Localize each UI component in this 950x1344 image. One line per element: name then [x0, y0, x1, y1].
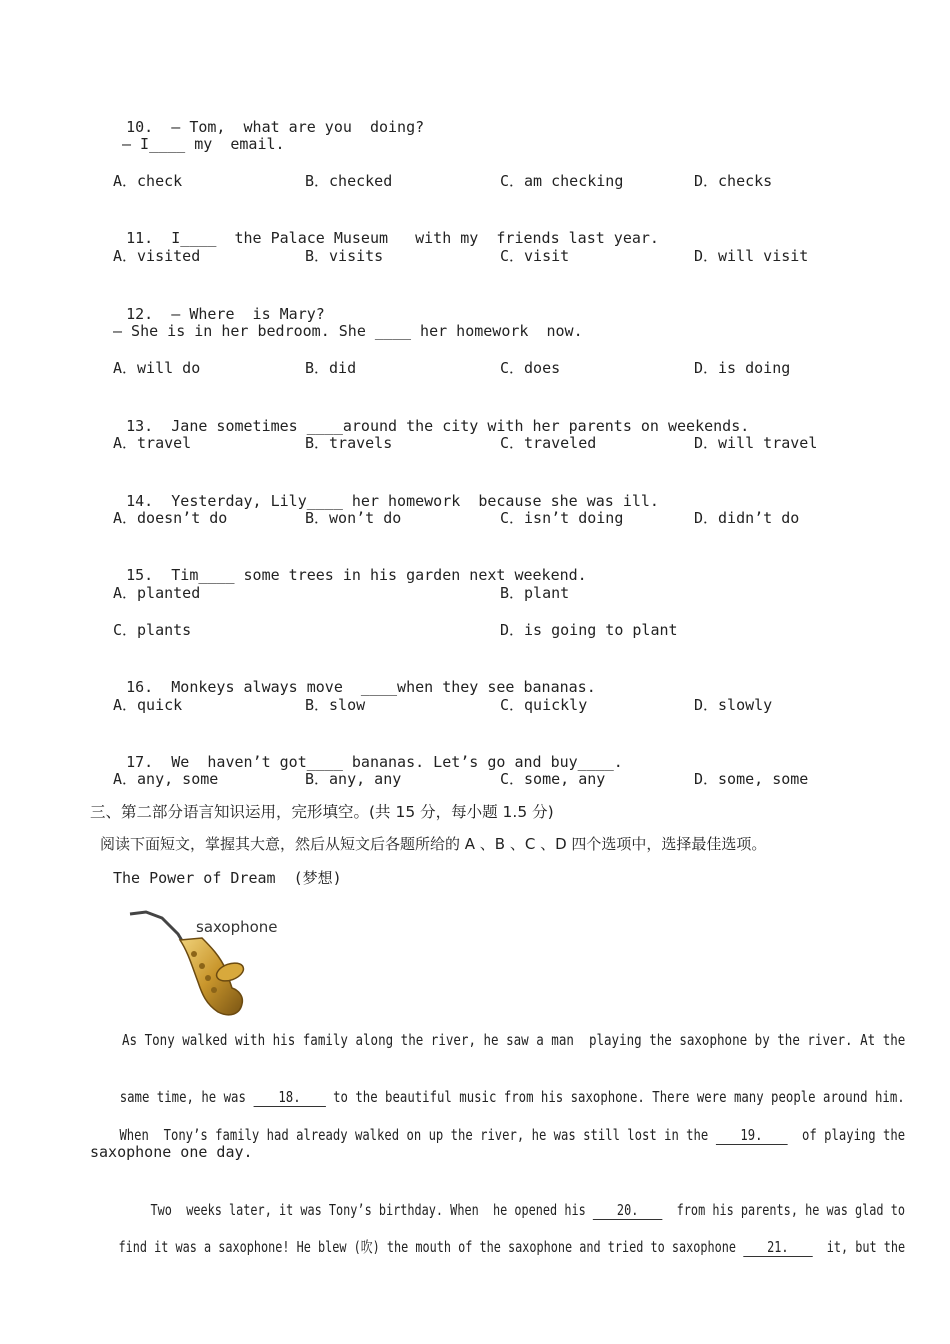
- option-d[interactable]: D．some, some: [694, 770, 809, 788]
- saxophone-image: [122, 908, 292, 1024]
- option-d[interactable]: D．slowly: [694, 696, 773, 714]
- passage-line-1: As Tony walked with his family along the river, he saw a man playing the saxophone by the river. At the: [122, 1031, 906, 1049]
- question-number: 14.: [126, 492, 154, 510]
- question-stem: Jane sometimes ____around the city with her parents on weekends.: [171, 417, 750, 435]
- passage-line-3: When Tony’s family had already walked on up the river, he was still lost in the 19. of playing the: [119, 1126, 906, 1144]
- question-stem: Monkeys always move ____when they see bananas.: [171, 678, 596, 696]
- question-stem: — Tom, what are you doing?: [171, 118, 425, 136]
- blank-20[interactable]: 20.: [593, 1201, 663, 1220]
- passage-title: The Power of Dream (梦想): [113, 869, 342, 887]
- option-a[interactable]: A．planted: [113, 584, 201, 602]
- section-instruction: 阅读下面短文，掌握其大意，然后从短文后各题所给的 A 、B 、C 、D 四个选项中，选择最佳选项。: [100, 835, 767, 853]
- question-number: 13.: [126, 417, 154, 435]
- option-b[interactable]: B．any, any: [305, 770, 402, 788]
- question-12-answer-line: — She is in her bedroom. She ____ her homework now.: [113, 322, 583, 340]
- option-d[interactable]: D．is going to plant: [500, 621, 678, 639]
- blank-19[interactable]: 19.: [716, 1126, 788, 1145]
- option-c[interactable]: C．quickly: [500, 696, 588, 714]
- blank-21[interactable]: 21.: [743, 1238, 812, 1257]
- option-c[interactable]: C．visit: [500, 247, 570, 265]
- option-c[interactable]: C．am checking: [500, 172, 624, 190]
- passage-line-2: same time, he was 18. to the beautiful music from his saxophone. There were many people around him.: [119, 1088, 905, 1106]
- option-d[interactable]: D．is doing: [694, 359, 791, 377]
- option-b[interactable]: B．slow: [305, 696, 366, 714]
- question-stem: — Where is Mary?: [171, 305, 325, 323]
- option-a[interactable]: A．will do: [113, 359, 201, 377]
- question-number: 15.: [126, 566, 154, 584]
- passage-line-6: find it was a saxophone! He blew (吹) the mouth of the saxophone and tried to saxophone 21. it, but the: [118, 1238, 906, 1256]
- option-c[interactable]: C．does: [500, 359, 561, 377]
- question-stem: Yesterday, Lily____ her homework because she was ill.: [171, 492, 659, 510]
- option-a[interactable]: A．travel: [113, 434, 192, 452]
- option-d[interactable]: D．will visit: [694, 247, 809, 265]
- option-d[interactable]: D．checks: [694, 172, 773, 190]
- question-number: 17.: [126, 753, 154, 771]
- option-c[interactable]: C．isn’t doing: [500, 509, 624, 527]
- option-d[interactable]: D．will travel: [694, 434, 818, 452]
- passage-line-4: saxophone one day.: [90, 1143, 253, 1161]
- question-stem: We haven’t got____ bananas. Let’s go and buy____.: [171, 753, 623, 771]
- section-heading: 三、第二部分语言知识运用，完形填空。(共 15 分，每小题 1.5 分): [90, 803, 554, 821]
- passage-line-5: Two weeks later, it was Tony’s birthday. When he opened his 20. from his parents, he was glad to: [150, 1201, 905, 1219]
- question-number: 10.: [126, 118, 154, 136]
- option-b[interactable]: B．visits: [305, 247, 384, 265]
- question-number: 11.: [126, 229, 154, 247]
- option-b[interactable]: B．won’t do: [305, 509, 402, 527]
- question-10-answer-line: — I____ my email.: [122, 135, 285, 153]
- option-d[interactable]: D．didn’t do: [694, 509, 800, 527]
- option-a[interactable]: A．doesn’t do: [113, 509, 228, 527]
- blank-18[interactable]: 18.: [253, 1088, 325, 1107]
- option-a[interactable]: A．any, some: [113, 770, 219, 788]
- question-stem: Tim____ some trees in his garden next weekend.: [171, 566, 587, 584]
- option-b[interactable]: B．checked: [305, 172, 393, 190]
- image-caption: saxophone: [196, 918, 278, 936]
- option-a[interactable]: A．check: [113, 172, 183, 190]
- option-b[interactable]: B．did: [305, 359, 357, 377]
- option-c[interactable]: C．some, any: [500, 770, 606, 788]
- option-a[interactable]: A．visited: [113, 247, 201, 265]
- option-c[interactable]: C．plants: [113, 621, 192, 639]
- option-b[interactable]: B．travels: [305, 434, 393, 452]
- question-number: 12.: [126, 305, 154, 323]
- option-c[interactable]: C．traveled: [500, 434, 597, 452]
- option-b[interactable]: B．plant: [500, 584, 570, 602]
- option-a[interactable]: A．quick: [113, 696, 183, 714]
- question-stem: I____ the Palace Museum with my friends last year.: [171, 229, 659, 247]
- question-number: 16.: [126, 678, 154, 696]
